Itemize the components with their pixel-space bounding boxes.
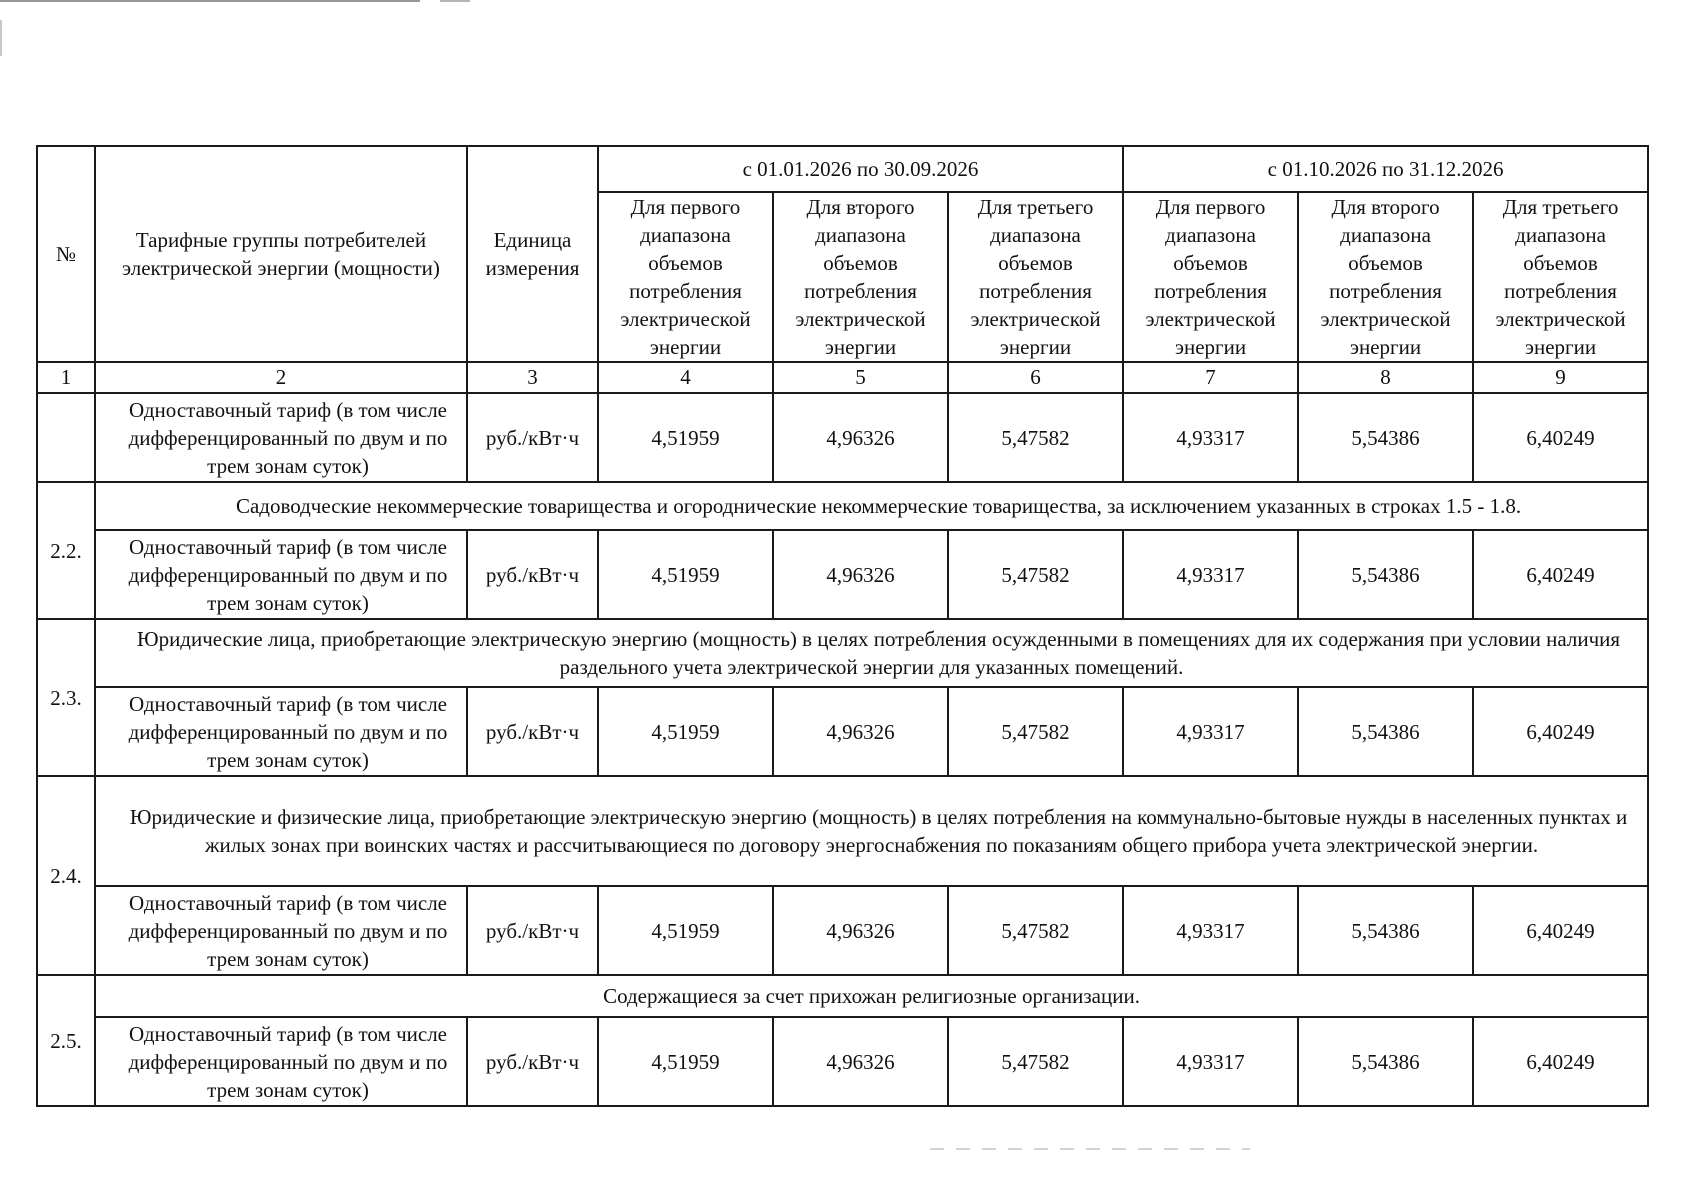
value-cell: 4,96326: [773, 687, 948, 776]
value-cell: 4,93317: [1123, 393, 1298, 482]
group-description-text: Содержащиеся за счет прихожан религиозные организации.: [603, 984, 1140, 1008]
unit-cell: руб./кВт·ч: [467, 687, 598, 776]
value-cell: 5,47582: [948, 886, 1123, 975]
header-row-periods: [37, 146, 1648, 192]
column-number: 1: [37, 362, 95, 393]
value-cell: 4,93317: [1123, 530, 1298, 619]
header-range-5: Для второго диапазона объемов потребления электрической энергии: [1298, 192, 1473, 362]
header-range-3: Для третьего диапазона объемов потребления электрической энергии: [948, 192, 1123, 362]
scan-artifact-top-2: [440, 0, 470, 2]
header-period-2: с 01.10.2026 по 31.12.2026: [1123, 146, 1648, 192]
row-number: 2.4.: [37, 776, 95, 975]
tariff-name-text: Одноставочный тариф (в том числе дифференцированный по двум и по трем зонам суток): [128, 691, 448, 772]
group-description: [95, 619, 1648, 687]
header-group: Тарифные группы потребителей электрической энергии (мощности): [95, 146, 467, 362]
tariff-table: [36, 145, 1649, 1107]
value-cell: 6,40249: [1473, 393, 1648, 482]
unit-cell: руб./кВт·ч: [467, 886, 598, 975]
header-period-1: с 01.01.2026 по 30.09.2026: [598, 146, 1123, 192]
column-number: 4: [598, 362, 773, 393]
unit-cell: руб./кВт·ч: [467, 1017, 598, 1106]
tariff-name: [95, 687, 467, 776]
row-number: 2.5.: [37, 975, 95, 1106]
column-number: 3: [467, 362, 598, 393]
value-cell: 4,51959: [598, 886, 773, 975]
group-row: [37, 776, 1648, 886]
scan-artifact-top: [0, 0, 420, 2]
column-number: 6: [948, 362, 1123, 393]
value-cell: 5,54386: [1298, 393, 1473, 482]
tariff-row: [37, 393, 1648, 482]
value-cell: 4,96326: [773, 530, 948, 619]
value-cell: 4,93317: [1123, 687, 1298, 776]
tariff-row: [37, 687, 1648, 776]
unit-cell: руб./кВт·ч: [467, 393, 598, 482]
column-number: 7: [1123, 362, 1298, 393]
group-description-text: Садоводческие некоммерческие товарищества и огороднические некоммерческие товарищества, за исключением указанных в строках 1.5 - 1.8.: [235, 494, 1522, 518]
value-cell: 5,54386: [1298, 530, 1473, 619]
scan-artifact-left: [0, 20, 2, 56]
value-cell: 5,54386: [1298, 886, 1473, 975]
column-number: 8: [1298, 362, 1473, 393]
tariff-name: [95, 1017, 467, 1106]
value-cell: 4,93317: [1123, 1017, 1298, 1106]
row-number: [37, 393, 95, 482]
tariff-name: [95, 886, 467, 975]
value-cell: 4,51959: [598, 1017, 773, 1106]
header-num: №: [37, 146, 95, 362]
header-unit: Единица измерения: [467, 146, 598, 362]
value-cell: 5,54386: [1298, 1017, 1473, 1106]
header-range-4: Для первого диапазона объемов потребления электрической энергии: [1123, 192, 1298, 362]
tariff-name-text: Одноставочный тариф (в том числе дифференцированный по двум и по трем зонам суток): [128, 534, 448, 615]
tariff-row: [37, 530, 1648, 619]
value-cell: 6,40249: [1473, 1017, 1648, 1106]
tariff-row: [37, 1017, 1648, 1106]
value-cell: 6,40249: [1473, 530, 1648, 619]
header-range-6: Для третьего диапазона объемов потребления электрической энергии: [1473, 192, 1648, 362]
tariff-row: [37, 886, 1648, 975]
group-description: [95, 482, 1648, 530]
tariff-name-text: Одноставочный тариф (в том числе дифференцированный по двум и по трем зонам суток): [128, 397, 448, 478]
group-description: [95, 975, 1648, 1017]
unit-cell: руб./кВт·ч: [467, 530, 598, 619]
scan-artifact-bottom: [930, 1148, 1250, 1150]
group-row: [37, 975, 1648, 1017]
group-description-text: Юридические лица, приобретающие электрическую энергию (мощность) в целях потребления осужденными в помещениях для их содержания при условии наличия раздельного учета электрической энергии для указанных помещений.: [136, 627, 1621, 679]
value-cell: 5,47582: [948, 1017, 1123, 1106]
tariff-name-text: Одноставочный тариф (в том числе дифференцированный по двум и по трем зонам суток): [128, 1021, 448, 1102]
tariff-name: [95, 530, 467, 619]
value-cell: 4,96326: [773, 393, 948, 482]
header-range-1: Для первого диапазона объемов потребления электрической энергии: [598, 192, 773, 362]
column-number: 9: [1473, 362, 1648, 393]
tariff-name: [95, 393, 467, 482]
value-cell: 5,54386: [1298, 687, 1473, 776]
group-description-text: Юридические и физические лица, приобретающие электрическую энергию (мощность) в целях потребления на коммунально-бытовые нужды в населенных пунктах и жилых зонах при воинских частях и рассчитывающиеся по договору энергоснабжения по показаниям общего прибора учета электрической энергии.: [129, 805, 1628, 857]
value-cell: 6,40249: [1473, 886, 1648, 975]
column-number: 2: [95, 362, 467, 393]
value-cell: 6,40249: [1473, 687, 1648, 776]
column-number: 5: [773, 362, 948, 393]
row-number: 2.2.: [37, 482, 95, 619]
value-cell: 4,96326: [773, 1017, 948, 1106]
group-row: [37, 482, 1648, 530]
value-cell: 4,51959: [598, 687, 773, 776]
header-range-2: Для второго диапазона объемов потребления электрической энергии: [773, 192, 948, 362]
value-cell: 4,51959: [598, 530, 773, 619]
value-cell: 5,47582: [948, 687, 1123, 776]
group-description: [95, 776, 1648, 886]
value-cell: 4,96326: [773, 886, 948, 975]
value-cell: 5,47582: [948, 393, 1123, 482]
column-number-row: [37, 362, 1648, 393]
group-row: [37, 619, 1648, 687]
value-cell: 4,51959: [598, 393, 773, 482]
value-cell: 5,47582: [948, 530, 1123, 619]
tariff-name-text: Одноставочный тариф (в том числе дифференцированный по двум и по трем зонам суток): [128, 890, 448, 971]
value-cell: 4,93317: [1123, 886, 1298, 975]
row-number: 2.3.: [37, 619, 95, 776]
